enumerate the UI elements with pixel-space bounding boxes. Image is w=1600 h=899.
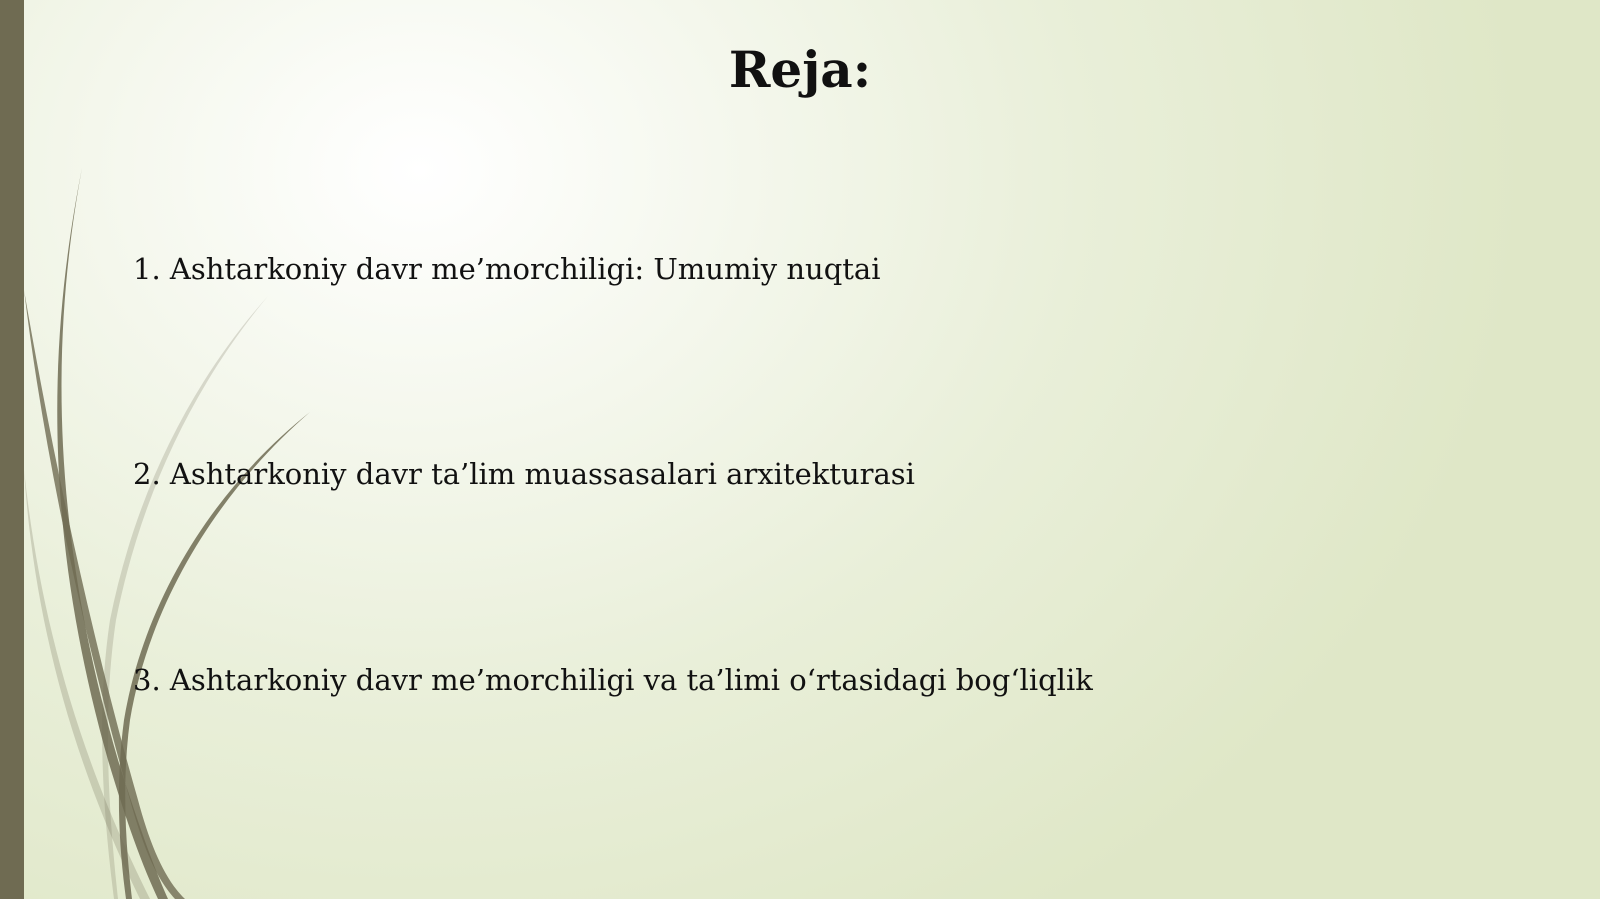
plan-item-2: 2. Ashtarkoniy davr ta’lim muassasalari arxitekturasi: [133, 457, 915, 491]
grass-decoration: [0, 0, 400, 899]
slide-title: Reja:: [728, 40, 872, 99]
plan-item-3: 3. Ashtarkoniy davr me’morchiligi va ta’limi o‘rtasidagi bog‘liqlik: [133, 663, 1093, 697]
plan-item-1: 1. Ashtarkoniy davr me’morchiligi: Umumiy nuqtai: [133, 252, 881, 286]
